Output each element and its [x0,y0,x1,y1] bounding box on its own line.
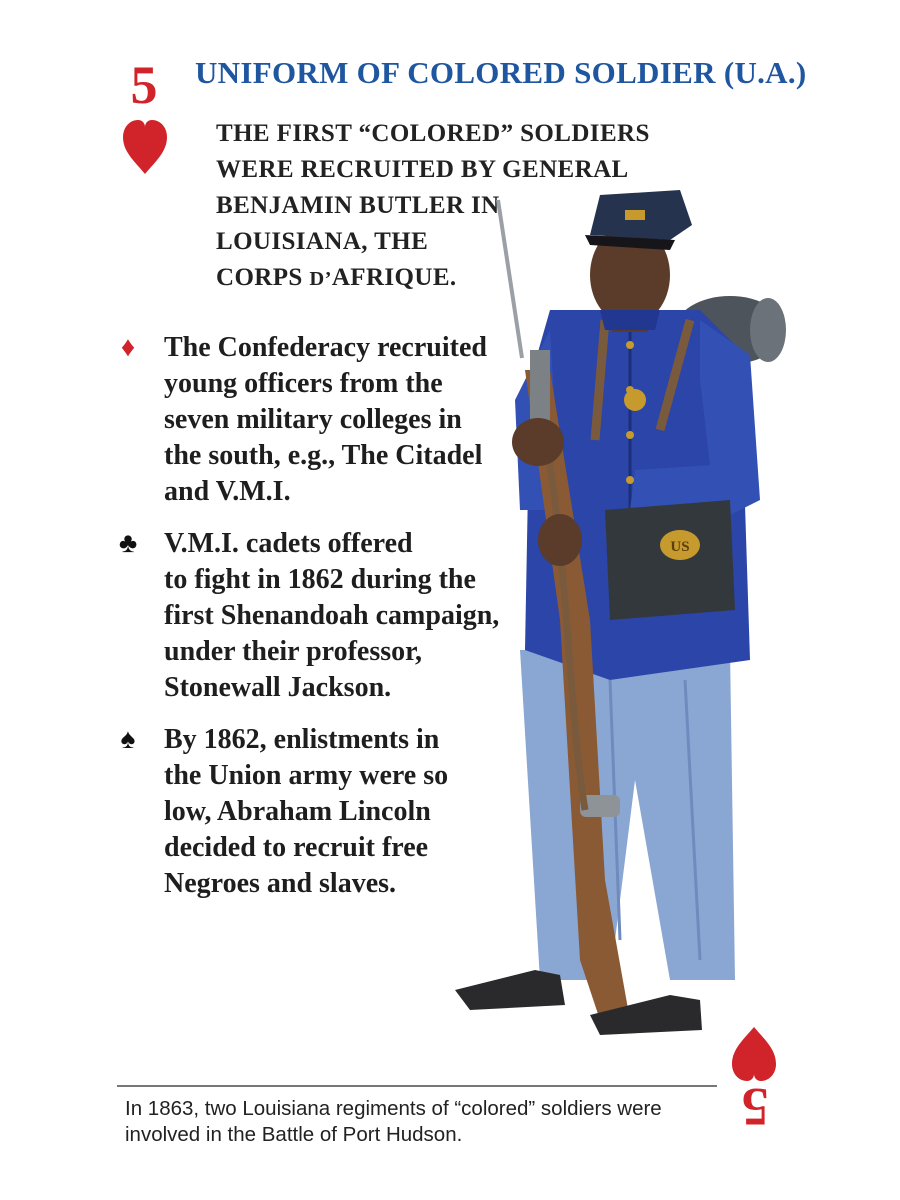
fact-line: decided to recruit free [164,832,429,863]
rank-top: 5 [130,55,158,115]
fact-line: seven military colleges in [164,404,462,435]
diamond-icon: ♦ [120,332,136,363]
fact-line: to fight in 1862 during the [164,564,476,595]
intro-word: CORPS [216,264,310,291]
fact-line: first Shenandoah campaign, [164,600,500,631]
intro-line: WERE RECRUITED BY GENERAL [216,156,629,183]
intro-word-smallcap: D’ [309,268,332,290]
intro-line: BENJAMIN BUTLER IN [216,192,500,219]
footer-divider [117,1085,717,1087]
fact-line: low, Abraham Lincoln [164,796,431,827]
soldier-illustration [430,180,810,1060]
fact-line: Stonewall Jackson. [164,672,392,703]
fact-line: and V.M.I. [164,476,291,507]
caption-line: involved in the Battle of Port Hudson. [125,1123,463,1146]
caption-line: In 1863, two Louisiana regiments of “colored” soldiers were [125,1097,662,1120]
fact-line: the south, e.g., The Citadel [164,440,483,471]
footer-caption [125,1096,725,1148]
fact-line: Negroes and slaves. [164,868,397,899]
rank-bottom: 5 [741,1077,769,1137]
fact-line: the Union army were so [164,760,449,791]
intro-line: THE FIRST “COLORED” SOLDIERS [216,120,650,147]
club-icon: ♣ [118,528,138,559]
heart-suit-icon [121,118,169,176]
intro-line: LOUISIANA, THE [216,228,429,255]
spade-icon: ♠ [120,724,136,755]
fact-line: V.M.I. cadets offered [164,528,413,559]
card-title: UNIFORM OF COLORED SOLDIER (U.A.) [195,55,807,90]
fact-line: By 1862, enlistments in [164,724,440,755]
us-badge: US [670,539,690,555]
fact-line: young officers from the [164,368,443,399]
fact-line: The Confederacy recruited [164,332,487,363]
fact-line: under their professor, [164,636,422,667]
intro-word: AFRIQUE. [331,264,457,291]
